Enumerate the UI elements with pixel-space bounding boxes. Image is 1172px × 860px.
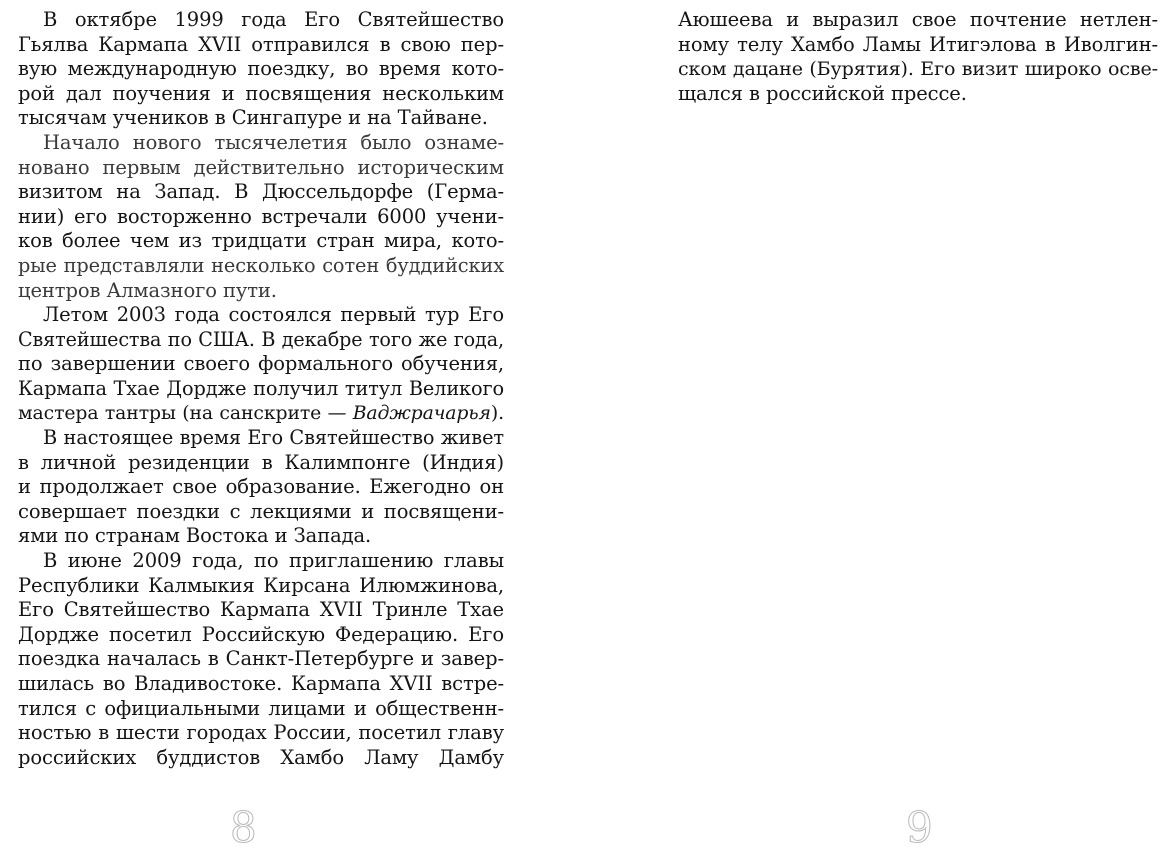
text-line: Его Святейшество Кармапа XVII Тринле Тхае [18, 598, 504, 622]
text-line: ском дацане (Бурятия). Его визит широко осве- [678, 58, 1158, 81]
text-line: визитом на Запад. В Дюссельдорфе (Герма- [18, 180, 504, 204]
text-line: ями по странам Востока и Запада. [18, 524, 372, 548]
text-line: тысячам учеников в Сингапуре и на Тайване. [18, 106, 488, 130]
text-line: ков более чем из тридцати стран мира, кото- [18, 229, 504, 253]
italic-term: Ваджрачарья [352, 402, 491, 424]
text-line: вую международную поездку, во время кото- [18, 57, 504, 81]
text-line: ностью в шести городах России, посетил главу [18, 721, 504, 745]
text-fragment: мастера тантры (на санскрите — [18, 402, 353, 424]
text-line: новано первым действительно историческим [18, 155, 504, 179]
right-page [586, 0, 1172, 860]
text-line: Кармапа Тхае Дордже получил титул Великого [18, 376, 504, 400]
text-line: рые представляли несколько сотен буддийских [18, 253, 504, 277]
text-line: В настоящее время Его Святейшество живет [43, 426, 504, 450]
text-line: В июне 2009 года, по приглашению главы [43, 549, 504, 573]
text-fragment: ). [490, 402, 504, 424]
right-text-column [678, 8, 1158, 106]
text-line: в личной резиденции в Калимпонге (Индия) [18, 450, 504, 474]
text-line: Республики Калмыкия Кирсана Илюмжинова, [18, 573, 504, 597]
page-number: 9 [906, 803, 933, 852]
left-text-column [18, 8, 504, 770]
text-line: Гьялва Кармапа XVII отправился в свою пер- [18, 32, 504, 56]
text-line: по завершении своего формального обучения, [18, 352, 504, 376]
page-number: 8 [230, 803, 257, 852]
text-line: нии) его восторженно встречали 6000 учени- [18, 204, 504, 228]
text-line: Аюшеева и выразил свое почтение нетлен- [678, 8, 1158, 31]
text-line: рой дал поучения и посвящения нескольким [18, 81, 504, 105]
text-line: щался в российской прессе. [678, 81, 967, 105]
text-line: тился с официальными лицами и общественн- [18, 696, 504, 720]
text-line: В октябре 1999 года Его Святейшество [43, 8, 504, 31]
text-line: ному телу Хамбо Ламы Итигэлова в Иволгин- [678, 32, 1158, 56]
text-line-with-term [18, 402, 504, 427]
text-line: Летом 2003 года состоялся первый тур Его [43, 303, 504, 327]
text-line: Дордже посетил Российскую Федерацию. Его [18, 622, 504, 646]
text-line: Святейшества по США. В декабре того же года, [18, 327, 504, 351]
text-line: Начало нового тысячелетия было ознаме- [43, 130, 504, 154]
text-line: совершает поездки с лекциями и посвящени- [18, 499, 504, 523]
text-line: центров Алмазного пути. [18, 278, 277, 302]
text-line: шилась во Владивостоке. Кармапа XVII встре- [18, 672, 504, 696]
text-line: поездка началась в Санкт-Петербурге и завер- [18, 647, 504, 671]
text-line: и продолжает свое образование. Ежегодно он [18, 475, 504, 499]
text-line: российских буддистов Хамбо Ламу Дамбу [18, 745, 504, 769]
